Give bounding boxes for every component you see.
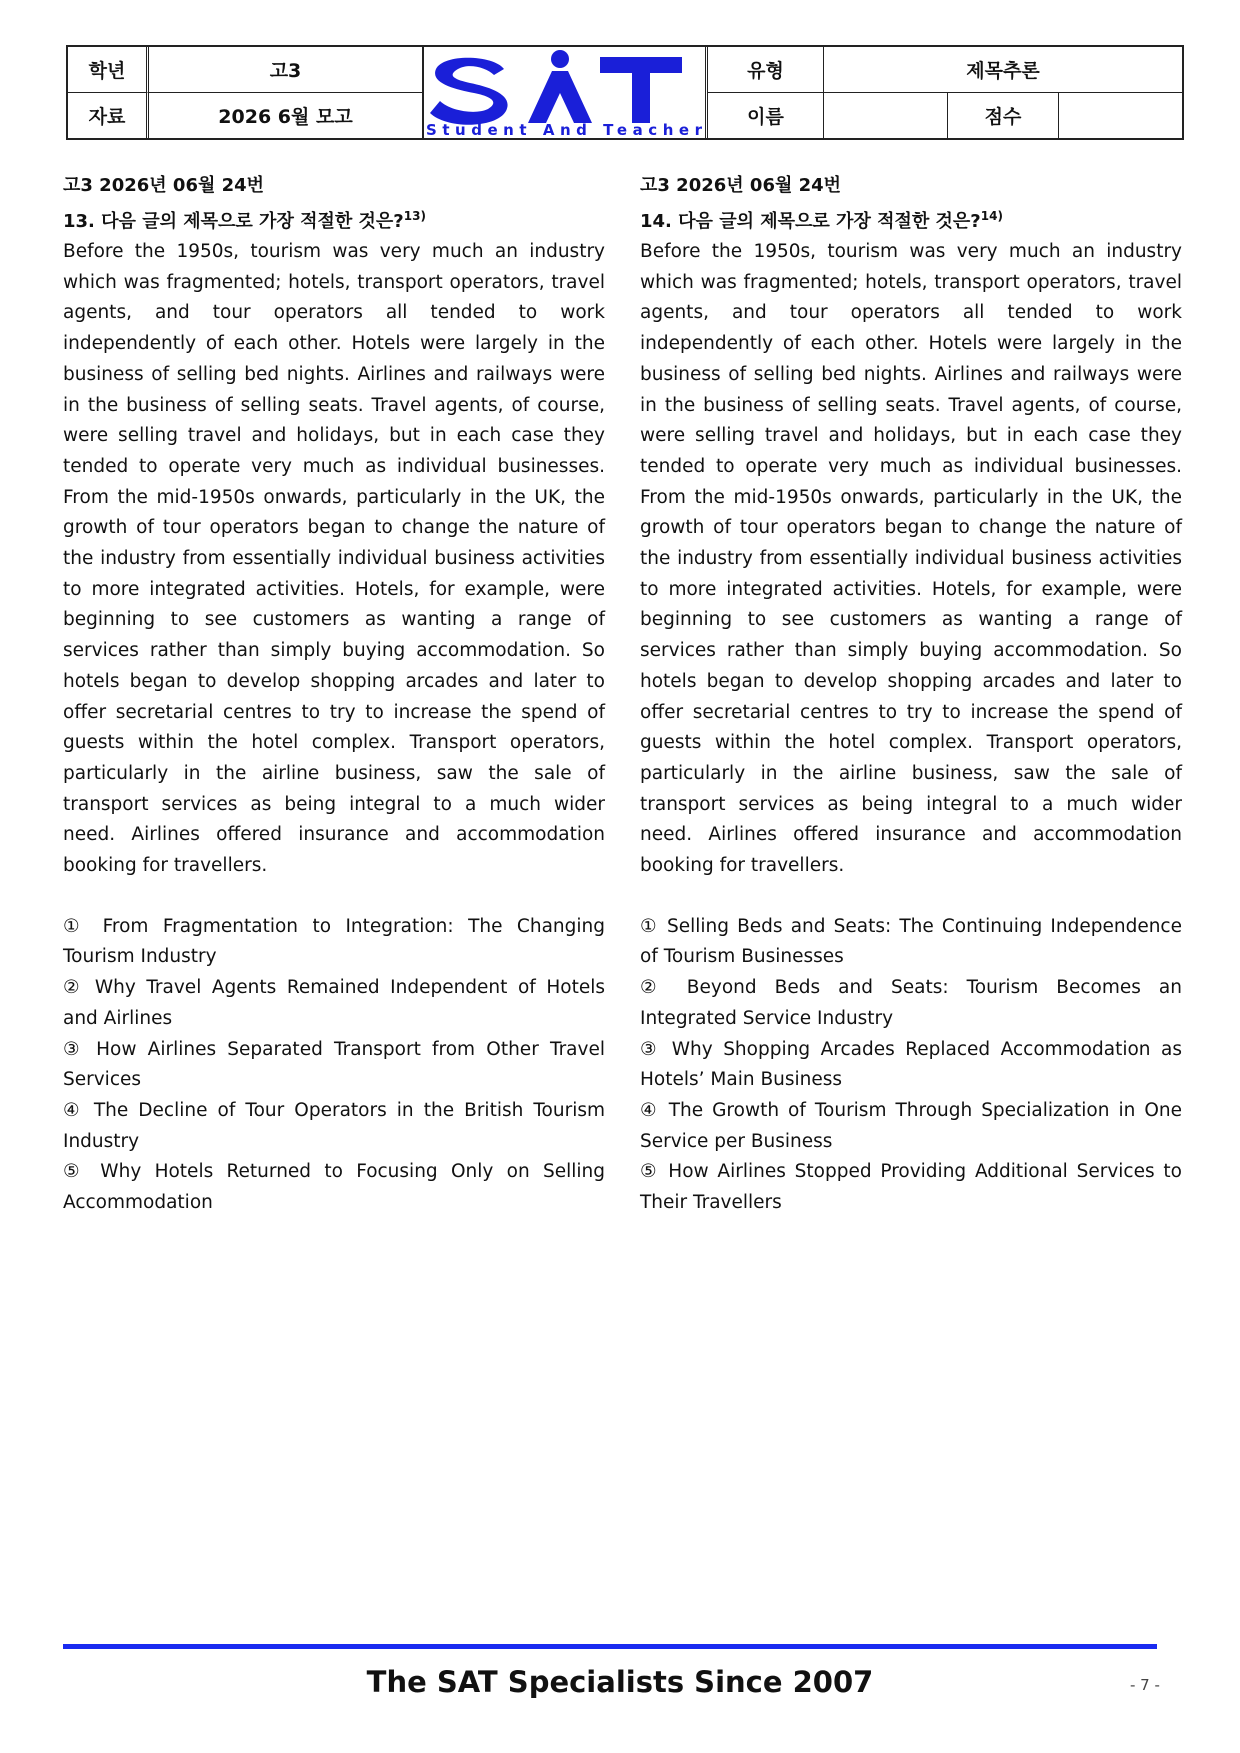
- answer-option[interactable]: ⑤ Why Hotels Returned to Focusing Only on Selling Accommodation: [63, 1161, 605, 1214]
- page-number: - 7 -: [1130, 1676, 1160, 1694]
- answer-options: [640, 912, 1182, 1219]
- grade-value: 고3: [149, 47, 423, 93]
- sat-logo: [423, 47, 708, 138]
- footer-divider: [63, 1644, 1157, 1649]
- sat-logo-icon: [424, 47, 706, 138]
- score-field[interactable]: [1059, 93, 1182, 139]
- question-source: 고3 2026년 06월 24번: [640, 175, 842, 196]
- question-prompt: 14. 다음 글의 제목으로 가장 적절한 것은?$^{14)}$: [640, 209, 1003, 232]
- footnote-mark: 13): [403, 209, 426, 223]
- question-14: [640, 170, 1182, 1219]
- question-passage: Before the 1950s, tourism was very much an industry which was fragmented; hotels, transport operators, travel agents, and tour operators all tended to work independently of each other. Hotels were largely in the business of selling bed nights. Airlines and railways were in the business of selling seats. Travel agents, of course, were selling travel and holidays, but in each case they tended to operate very much as individual businesses. From the mid-1950s onwards, particularly in the UK, the growth of tour operators began to change the nature of the industry from essentially individual business activities to more integrated activities. Hotels, for example, were beginning to see customers as wanting a range of services rather than simply buying accommodation. So hotels began to develop shopping arcades and later to offer secretarial centres to try to increase the spend of guests within the hotel complex. Transport operators, particularly in the airline business, saw the sale of transport services as being integral to a much wider need. Airlines offered insurance and accommodation booking for travellers.: [63, 241, 605, 877]
- material-value: 2026 6월 모고: [149, 93, 423, 139]
- answer-option[interactable]: ③ How Airlines Separated Transport from Other Travel Services: [63, 1038, 605, 1091]
- logo-subtitle: Student And Teacher: [426, 121, 702, 138]
- question-prompt: 13. 다음 글의 제목으로 가장 적절한 것은?$^{13)}$: [63, 209, 426, 232]
- name-label: 이름: [708, 93, 824, 139]
- score-label: 점수: [948, 93, 1059, 139]
- header-table: [66, 45, 1184, 140]
- footer-slogan: The SAT Specialists Since 2007: [366, 1665, 874, 1699]
- answer-option[interactable]: ⑤ How Airlines Stopped Providing Additional Services to Their Travellers: [640, 1161, 1182, 1214]
- question-passage: Before the 1950s, tourism was very much an industry which was fragmented; hotels, transport operators, travel agents, and tour operators all tended to work independently of each other. Hotels were largely in the business of selling bed nights. Airlines and railways were in the business of selling seats. Travel agents, of course, were selling travel and holidays, but in each case they tended to operate very much as individual businesses. From the mid-1950s onwards, particularly in the UK, the growth of tour operators began to change the nature of the industry from essentially individual business activities to more integrated activities. Hotels, for example, were beginning to see customers as wanting a range of services rather than simply buying accommodation. So hotels began to develop shopping arcades and later to offer secretarial centres to try to increase the spend of guests within the hotel complex. Transport operators, particularly in the airline business, saw the sale of transport services as being integral to a much wider need. Airlines offered insurance and accommodation booking for travellers.: [640, 241, 1182, 877]
- type-label: 유형: [708, 47, 824, 93]
- answer-option[interactable]: ④ The Decline of Tour Operators in the British Tourism Industry: [63, 1099, 605, 1152]
- answer-option[interactable]: ④ The Growth of Tourism Through Specialization in One Service per Business: [640, 1099, 1182, 1152]
- question-13: [63, 170, 605, 1219]
- answer-options: [63, 912, 605, 1219]
- grade-label: 학년: [68, 47, 149, 93]
- material-label: 자료: [68, 93, 149, 139]
- question-source: 고3 2026년 06월 24번: [63, 175, 265, 196]
- answer-option[interactable]: ③ Why Shopping Arcades Replaced Accommodation as Hotels’ Main Business: [640, 1038, 1182, 1091]
- answer-option[interactable]: ① Selling Beds and Seats: The Continuing Independence of Tourism Businesses: [640, 915, 1182, 968]
- answer-option[interactable]: ② Why Travel Agents Remained Independent of Hotels and Airlines: [63, 977, 605, 1029]
- answer-option[interactable]: ① From Fragmentation to Integration: The Changing Tourism Industry: [63, 915, 605, 968]
- name-field[interactable]: [824, 93, 948, 139]
- type-value: 제목추론: [824, 47, 1182, 93]
- footnote-mark: 14): [980, 209, 1003, 223]
- answer-option[interactable]: ② Beyond Beds and Seats: Tourism Becomes an Integrated Service Industry: [640, 977, 1182, 1029]
